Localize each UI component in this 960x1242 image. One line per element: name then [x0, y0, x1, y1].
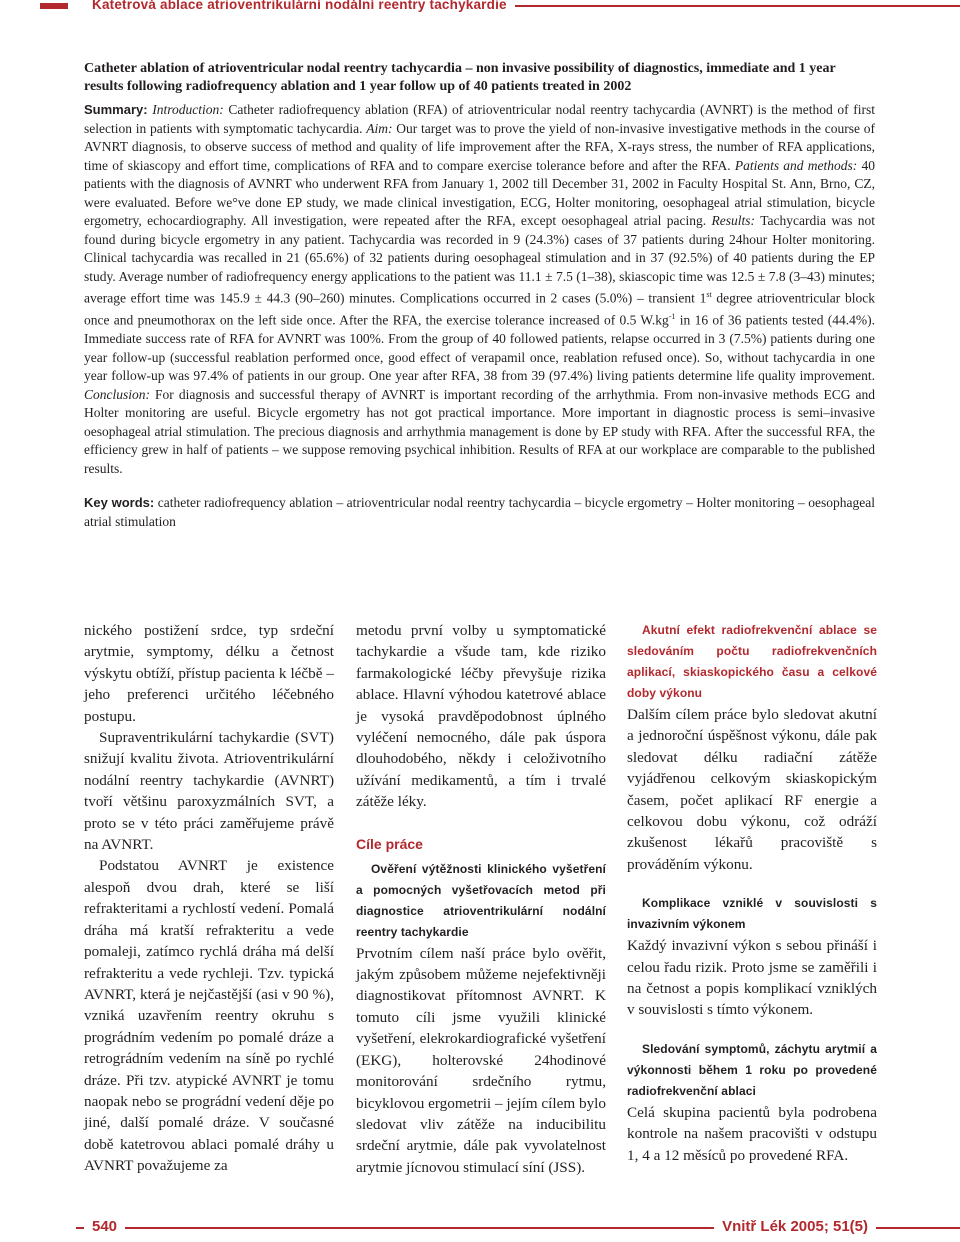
subsection-heading: Akutní efekt radiofrekvenční ablace se sledováním počtu radiofrekvenčních aplikací, skiaskopického času a celkové doby výkonu — [627, 623, 877, 700]
english-abstract — [84, 60, 875, 545]
conclusion-text: For diagnosis and successful therapy of AVNRT is important recording of the arrhythmia. From non-invasive methods ECG and Holter monitoring are useful. Bicycle ergometry has not got practical importance. More important in diagnostic process is semi–invasive oesophageal atrial stimulation. The precious diagnosis and arrhythmia management is done by EP study with RFA. After the successful RFA, the efficiency grew in half of patients – we suppose removing psychical inhibition. Results of RFA at our workplace are comparable to the published results. — [84, 386, 875, 476]
page-number: 540 — [84, 1218, 125, 1235]
paragraph: Celá skupina pacientů byla podrobena kontrole na našem pracovišti v odstupu 1, 4 a 12 měsíců po provedené RFA. — [627, 1103, 877, 1164]
header — [0, 0, 960, 14]
paragraph: Dalším cílem práce bylo sledovat akutní a jednoroční úspěšnost výkonu, dále pak sledovat délku radiační zátěže vyjádřenou celkovým skiaskopickým časem, počet aplikací RF energie a celkovou dobu výkonu, což odráží zkušenost lékařů pracoviště s prováděním výkonu. — [627, 706, 877, 873]
running-title: Katetrová ablace atrioventrikulární nodální reentry tachykardie — [84, 0, 515, 14]
intro-text: Catheter radiofrequency ablation (RFA) of atrioventricular nodal reentry tachycardia (AVNRT) is the method of first selection in patients with symptomatic tachycardia. — [84, 102, 875, 136]
section-heading-aims: Cíle práce — [356, 835, 423, 852]
unit-superscript: -1 — [668, 312, 676, 321]
results-superscript: st — [706, 290, 712, 299]
results-text-end: in 16 of 36 patients tested (44.4%). Immediate success rate of RFA for AVNRT was 100%. From the group of 40 followed patients, relapse occurred in 3 (7.5%) patients during one year follow-up (successful reablation performed once, good effect of verapamil once, reablation refused once). So, without tachycardia in one year follow-up was 97.4% of patients in our group. One year after RFA, 38 from 39 (97.4%) living patients determine life quality improvement. — [84, 312, 876, 383]
paragraph: nického postižení srdce, typ srdeční arytmie, symptomy, délku a četnost výskytu obtíží, přístup pacienta k léčbě – jeho preferenci určitého léčebného postupu. — [84, 622, 334, 725]
summary-label: Summary: — [84, 102, 148, 117]
subsection-heading: Sledování symptomů, záchytu arytmií a výkonnosti během 1 roku po provedené radiofrekvenční ablaci — [627, 1041, 877, 1098]
aim-text: Our target was to prove the yield of non-invasive investigative methods in the course of AVNRT diagnosis, to observe success of method and quality of life improvement after the RFA, X-rays stress, the number of RFA applications, time of skiascopy and effort time, complications of RFA and to compare exercise tolerance before and after the RFA. — [84, 120, 875, 173]
keywords-text: catheter radiofrequency ablation – atrioventricular nodal reentry tachycardia – bicycle ergometry – Holter monitoring – oesophageal atrial stimulation — [84, 495, 875, 529]
paragraph: Prvotním cílem naší práce bylo ověřit, jakým způsobem můžeme nejefektivněji diagnostikovat přítomnost AVNRT. K tomuto cíli jsme využili klinické vyšetření, elekrokardiografické vyšetření (EKG), holterovské 24hodinové monitorování srdečního rytmu, bicyklovou ergometrii – jejím cílem bylo sledovat vliv zátěže na inducibilitu srdeční arytmie, dále pak vyvolatelnost arytmie jícnovou stimulací síní (JSS). — [356, 944, 606, 1176]
results-text: Tachycardia was not found during bicycle ergometry in any patient. Tachycardia was recorded in 9 (24.3%) cases of 37 patients during 24hour Holter monitoring. Clinical tachycardia was recalled in 21 (65.6%) of 32 patients during oesophageal stimulation and in 37 (92.5%) of 40 patients during the EP study. Average number of radiofrequency energy applications to the patient was 11.1 ± 7.5 (1–38), skiascopic time was 12.5 ± 7.8 (3–43) minutes; average effort time was 145.9 ± 44.3 (90–260) minutes. Complications occurred in 2 cases (5.0%) – transient 1 — [84, 213, 875, 306]
methods-label: Patients and methods: — [734, 157, 858, 173]
column-1 — [84, 620, 334, 1177]
paragraph: Podstatou AVNRT je existence alespoň dvou drah, které se liší refrakteritami a rychlostí vedení. Pomalá dráha má kratší refrakteritu a vede pomaleji, zatímco rychlá dráha má delší refrakteritu a vede rychleji. Tzv. typická AVNRT, která je nejčastější (asi v 90 %), vzniká uzavřením reentry okruhu s prográdním vedením po pomalé dráze a retrográdním vedením na síně po rychlé dráze. Při tzv. atypické AVNRT je tomu naopak nebo se prográdní vedení děje po jiné, další pomalé dráze. V současné době katetrovou ablaci pomalé dráhy u AVNRT považujeme za — [84, 857, 334, 1175]
results-text-cont: degree atrioventricular block once and pneumothorax on the left side once. After the RFA, the exercise tolerance increased of 0.5 W.kg — [84, 290, 875, 328]
header-accent-block — [40, 3, 68, 9]
keywords — [84, 494, 875, 531]
journal-citation: Vnitř Lék 2005; 51(5) — [714, 1218, 876, 1235]
methods-text: 40 patients with the diagnosis of AVNRT who underwent RFA from January 1, 2002 till December 31, 2002 in Faculty Hospital St. Ann, Brno, CZ, were evaluated. Before we°ve done EP study, we made clinical investigation, ECG, Holter monitoring, oesophageal atrial stimulation, bicycle ergometry, echocardiography. All investigation, were repeated after the RFA, except oesophageal atrial pacing. — [84, 157, 875, 228]
paragraph: Každý invazivní výkon s sebou přináší i celou řadu rizik. Proto jsme se zaměřili i na četnost a popis komplikací vzniklých v souvislosti s tímto výkonem. — [627, 937, 877, 1019]
paragraph: metodu první volby u symptomatické tachykardie a všude tam, kde riziko farmakologické léčby převyšuje rizika ablace. Hlavní výhodou katetrové ablace je vysoká pravděpodobnost úplného vyléčení nemocného, dále pak úspora dlouhodobého, někdy i celoživotního užívání medikamentů, a tím i trvalé zátěže léky. — [356, 622, 606, 811]
abstract-summary — [84, 101, 875, 478]
intro-label: Introduction: — [152, 102, 224, 117]
aim-label: Aim: — [366, 120, 393, 136]
column-3 — [627, 620, 877, 1166]
keywords-label: Key words: — [84, 495, 155, 510]
paragraph: Supraventrikulární tachykardie (SVT) snižují kvalitu života. Atrioventrikulární nodální reentry tachykardie (AVNRT) tvoří většinu paroxyzmálních SVT, a proto se v této práci zaměřujeme právě na AVNRT. — [84, 729, 334, 854]
conclusion-label: Conclusion: — [84, 386, 150, 402]
results-label: Results: — [711, 213, 756, 228]
subsection-heading: Ověření výtěžnosti klinického vyšetření a pomocných vyšetřovacích metod při diagnostice atrioventrikulární nodální reentry tachykardie — [356, 861, 606, 939]
abstract-title: Catheter ablation of atrioventricular nodal reentry tachycardia – non invasive possibility of diagnostics, immediate and 1 year results following radiofrequency ablation and 1 year follow up of 40 patients treated in 2002 — [84, 61, 836, 94]
footer-left-gap — [0, 1220, 76, 1236]
column-2 — [356, 620, 606, 1178]
subsection-heading: Komplikace vzniklé v souvislosti s invazivním výkonem — [627, 896, 877, 932]
